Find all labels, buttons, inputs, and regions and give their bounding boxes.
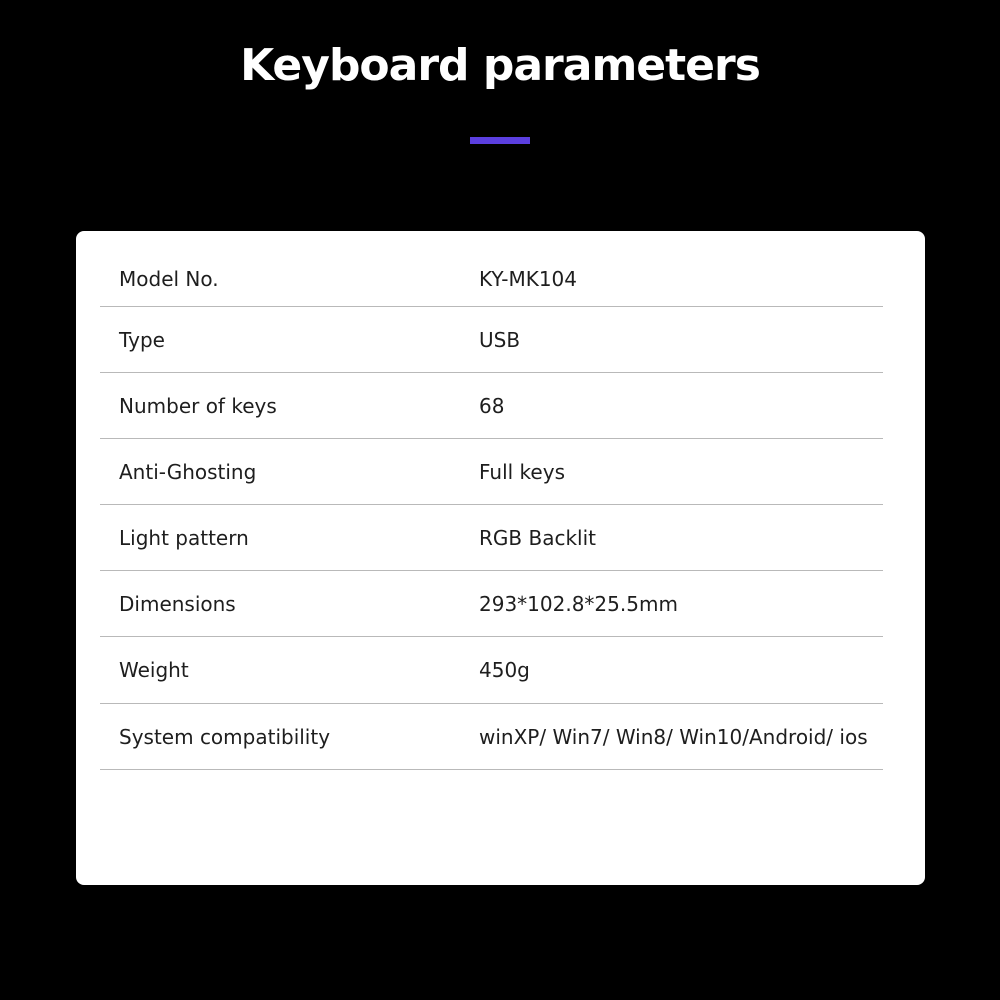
spec-row-anti-ghosting — [100, 439, 883, 505]
spec-row-model — [100, 251, 883, 307]
spec-label: Type — [119, 327, 165, 352]
spec-label: Number of keys — [119, 393, 277, 418]
spec-label: Model No. — [119, 266, 219, 291]
spec-row-system-compatibility — [100, 704, 883, 770]
spec-value: 68 — [479, 393, 505, 418]
spec-value: USB — [479, 327, 521, 352]
spec-label: Dimensions — [119, 591, 236, 616]
page-title: Keyboard parameters — [240, 40, 760, 91]
spec-label: Anti-Ghosting — [119, 459, 257, 484]
spec-row-number-of-keys — [100, 373, 883, 439]
spec-card — [76, 231, 925, 885]
spec-label: System compatibility — [119, 724, 331, 749]
spec-row-weight — [100, 637, 883, 704]
spec-value: winXP/ Win7/ Win8/ Win10/Android/ ios — [479, 724, 868, 749]
spec-row-dimensions — [100, 571, 883, 637]
spec-row-type — [100, 307, 883, 373]
spec-label: Weight — [119, 658, 189, 682]
spec-value: RGB Backlit — [479, 525, 596, 550]
spec-row-light-pattern — [100, 505, 883, 571]
title-accent-bar — [470, 137, 530, 144]
spec-value: 450g — [479, 658, 530, 682]
spec-value: 293*102.8*25.5mm — [479, 591, 678, 616]
spec-label: Light pattern — [119, 525, 249, 550]
spec-value: Full keys — [479, 459, 565, 484]
spec-value: KY-MK104 — [479, 266, 578, 291]
